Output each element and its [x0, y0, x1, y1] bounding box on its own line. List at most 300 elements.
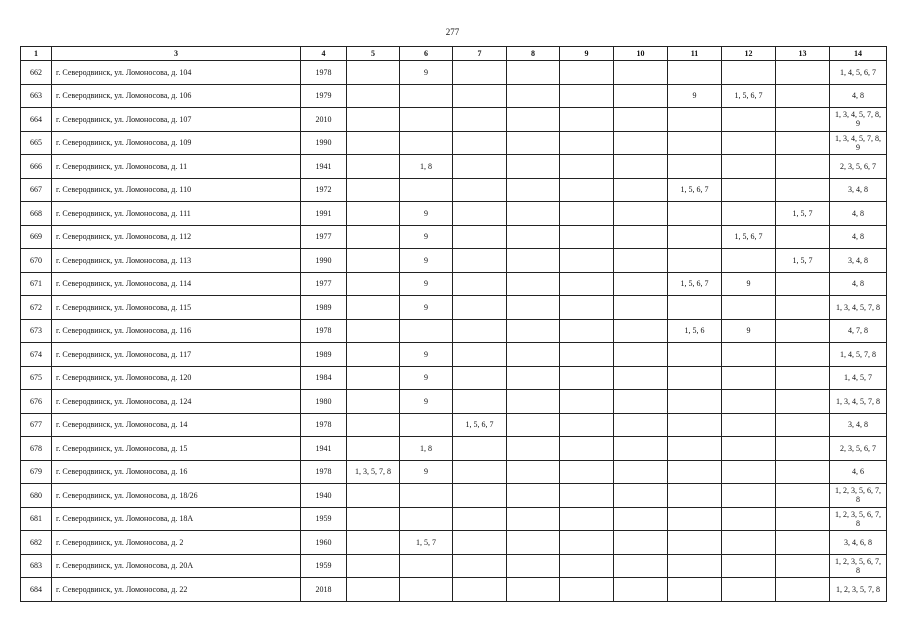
table-cell: 672	[21, 296, 52, 320]
table-cell	[722, 578, 776, 602]
table-cell	[453, 507, 507, 531]
table-cell: 2018	[301, 578, 347, 602]
table-cell	[722, 554, 776, 578]
table-cell: г. Северодвинск, ул. Ломоносова, д. 117	[52, 343, 301, 367]
table-cell: г. Северодвинск, ул. Ломоносова, д. 115	[52, 296, 301, 320]
table-cell	[560, 554, 614, 578]
table-cell	[776, 225, 830, 249]
table-cell	[560, 578, 614, 602]
table-cell: 9	[400, 366, 453, 390]
table-cell	[507, 437, 560, 461]
table-cell: 9	[400, 61, 453, 85]
table-cell: 1, 5, 7	[400, 531, 453, 555]
table-cell	[722, 437, 776, 461]
table-cell	[668, 155, 722, 179]
table-cell: 9	[400, 225, 453, 249]
column-header: 3	[52, 47, 301, 61]
table-cell: 682	[21, 531, 52, 555]
table-cell: 1, 4, 5, 7, 8	[830, 343, 887, 367]
table-cell	[614, 319, 668, 343]
table-cell: 9	[400, 249, 453, 273]
table-cell	[400, 413, 453, 437]
table-cell	[722, 178, 776, 202]
table-cell	[507, 578, 560, 602]
table-cell: 1990	[301, 249, 347, 273]
table-cell: 678	[21, 437, 52, 461]
table-cell	[347, 131, 400, 155]
table-cell: 668	[21, 202, 52, 226]
table-cell	[347, 178, 400, 202]
table-cell	[507, 460, 560, 484]
table-cell: 669	[21, 225, 52, 249]
table-cell: 1, 2, 3, 5, 6, 7, 8	[830, 507, 887, 531]
column-header: 6	[400, 47, 453, 61]
table-cell	[722, 531, 776, 555]
table-cell	[507, 202, 560, 226]
table-cell	[776, 460, 830, 484]
table-cell	[453, 554, 507, 578]
table-cell	[722, 484, 776, 508]
table-cell: 1, 5, 6, 7	[668, 272, 722, 296]
table-cell: 1, 5, 7	[776, 249, 830, 273]
table-cell: г. Северодвинск, ул. Ломоносова, д. 113	[52, 249, 301, 273]
table-cell	[400, 84, 453, 108]
table-cell	[347, 554, 400, 578]
table-cell: 4, 8	[830, 84, 887, 108]
table-cell	[400, 178, 453, 202]
table-cell: г. Северодвинск, ул. Ломоносова, д. 124	[52, 390, 301, 414]
table-cell	[722, 61, 776, 85]
table-cell	[347, 319, 400, 343]
table-row	[21, 366, 887, 390]
table-cell	[614, 272, 668, 296]
table-cell: г. Северодвинск, ул. Ломоносова, д. 109	[52, 131, 301, 155]
table-cell	[560, 319, 614, 343]
column-header: 11	[668, 47, 722, 61]
table-cell	[560, 272, 614, 296]
table-cell	[453, 272, 507, 296]
table-cell: 1, 5, 6, 7	[668, 178, 722, 202]
table-cell	[453, 84, 507, 108]
table-cell: 1941	[301, 155, 347, 179]
table-cell: 1978	[301, 413, 347, 437]
table-cell: г. Северодвинск, ул. Ломоносова, д. 22	[52, 578, 301, 602]
table-cell	[668, 61, 722, 85]
table-cell	[347, 108, 400, 132]
table-cell: 1972	[301, 178, 347, 202]
table-cell	[776, 272, 830, 296]
table-cell: 4, 7, 8	[830, 319, 887, 343]
table-cell: 9	[400, 296, 453, 320]
table-cell	[776, 578, 830, 602]
table-cell	[453, 108, 507, 132]
table-cell: 2, 3, 5, 6, 7	[830, 155, 887, 179]
table-cell	[347, 272, 400, 296]
table-cell	[507, 507, 560, 531]
table-cell: 9	[400, 272, 453, 296]
table-cell: 1, 4, 5, 6, 7	[830, 61, 887, 85]
table-cell	[776, 531, 830, 555]
table-cell	[614, 155, 668, 179]
table-cell	[776, 484, 830, 508]
table-cell	[560, 202, 614, 226]
table-cell	[507, 296, 560, 320]
table-cell: 680	[21, 484, 52, 508]
table-cell	[400, 554, 453, 578]
table-body	[21, 61, 887, 602]
table-cell	[347, 343, 400, 367]
table-cell: 1980	[301, 390, 347, 414]
table-cell: 1, 3, 5, 7, 8	[347, 460, 400, 484]
table-cell	[453, 578, 507, 602]
table-cell: 663	[21, 84, 52, 108]
table-cell: 1, 3, 4, 5, 7, 8	[830, 296, 887, 320]
table-cell	[347, 61, 400, 85]
table-cell	[347, 225, 400, 249]
table-cell: 1941	[301, 437, 347, 461]
table-cell	[400, 507, 453, 531]
table-cell: 675	[21, 366, 52, 390]
table-row	[21, 460, 887, 484]
table-cell	[560, 108, 614, 132]
table-cell	[453, 343, 507, 367]
table-cell: г. Северодвинск, ул. Ломоносова, д. 114	[52, 272, 301, 296]
table-cell	[453, 390, 507, 414]
table-cell	[400, 319, 453, 343]
table-cell: г. Северодвинск, ул. Ломоносова, д. 18А	[52, 507, 301, 531]
table-cell	[400, 484, 453, 508]
table-cell	[614, 531, 668, 555]
column-header: 12	[722, 47, 776, 61]
column-header: 9	[560, 47, 614, 61]
table-cell	[722, 390, 776, 414]
table-cell	[560, 155, 614, 179]
table-cell	[614, 578, 668, 602]
table-cell: 9	[722, 319, 776, 343]
table-cell	[614, 413, 668, 437]
table-cell: 1, 5, 6, 7	[722, 225, 776, 249]
table-cell: 1940	[301, 484, 347, 508]
table-cell: 3, 4, 8	[830, 413, 887, 437]
table-cell	[507, 272, 560, 296]
table-cell	[347, 202, 400, 226]
table-cell	[560, 413, 614, 437]
table-cell	[347, 413, 400, 437]
table-cell	[507, 554, 560, 578]
table-cell	[347, 507, 400, 531]
table-cell: 1978	[301, 61, 347, 85]
table-cell: г. Северодвинск, ул. Ломоносова, д. 16	[52, 460, 301, 484]
table-cell: 1991	[301, 202, 347, 226]
table-cell	[776, 155, 830, 179]
table-cell: 1984	[301, 366, 347, 390]
table-row	[21, 249, 887, 273]
table-cell: 1, 5, 6	[668, 319, 722, 343]
table-cell: 9	[722, 272, 776, 296]
table-row	[21, 507, 887, 531]
table-cell	[776, 507, 830, 531]
table-cell: 1979	[301, 84, 347, 108]
table-cell	[560, 296, 614, 320]
table-cell	[668, 108, 722, 132]
table-cell: 3, 4, 8	[830, 178, 887, 202]
table-cell: 664	[21, 108, 52, 132]
table-cell: 674	[21, 343, 52, 367]
table-cell	[453, 319, 507, 343]
table-cell	[507, 390, 560, 414]
table-cell	[614, 131, 668, 155]
table-cell	[453, 249, 507, 273]
table-cell: 1959	[301, 554, 347, 578]
table-row	[21, 272, 887, 296]
table-cell	[776, 178, 830, 202]
table-cell: 1, 5, 6, 7	[722, 84, 776, 108]
table-cell: г. Северодвинск, ул. Ломоносова, д. 104	[52, 61, 301, 85]
table-cell	[453, 61, 507, 85]
table-cell	[560, 178, 614, 202]
table-cell: г. Северодвинск, ул. Ломоносова, д. 107	[52, 108, 301, 132]
table-cell: 667	[21, 178, 52, 202]
table-cell: 1, 8	[400, 437, 453, 461]
table-cell	[347, 366, 400, 390]
table-cell	[668, 296, 722, 320]
table-cell	[776, 108, 830, 132]
table-cell	[614, 202, 668, 226]
table-cell	[776, 131, 830, 155]
table-cell	[347, 84, 400, 108]
table-cell	[560, 61, 614, 85]
table-cell	[560, 437, 614, 461]
table-cell	[507, 84, 560, 108]
table-cell	[507, 225, 560, 249]
table-cell	[400, 578, 453, 602]
table-cell	[776, 413, 830, 437]
data-table	[20, 46, 887, 602]
column-header: 8	[507, 47, 560, 61]
table-cell	[722, 249, 776, 273]
table-cell	[776, 84, 830, 108]
table-row	[21, 437, 887, 461]
table-cell	[453, 131, 507, 155]
table-cell: 1, 3, 4, 5, 7, 8	[830, 390, 887, 414]
table-cell: 671	[21, 272, 52, 296]
table-cell	[668, 202, 722, 226]
table-cell	[668, 390, 722, 414]
table-cell: 1, 2, 3, 5, 6, 7, 8	[830, 484, 887, 508]
table-cell: 665	[21, 131, 52, 155]
table-cell	[668, 507, 722, 531]
table-cell	[722, 413, 776, 437]
table-cell	[507, 484, 560, 508]
table-cell	[507, 178, 560, 202]
table-cell: 1977	[301, 225, 347, 249]
table-cell	[560, 531, 614, 555]
table-cell: 1, 8	[400, 155, 453, 179]
table-cell	[614, 460, 668, 484]
column-header: 14	[830, 47, 887, 61]
table-cell	[400, 131, 453, 155]
table-cell: 1978	[301, 460, 347, 484]
table-cell	[347, 578, 400, 602]
table-cell: 1, 2, 3, 5, 7, 8	[830, 578, 887, 602]
table-cell: г. Северодвинск, ул. Ломоносова, д. 11	[52, 155, 301, 179]
table-cell	[347, 249, 400, 273]
table-cell: 683	[21, 554, 52, 578]
table-cell: г. Северодвинск, ул. Ломоносова, д. 120	[52, 366, 301, 390]
table-cell	[560, 366, 614, 390]
table-cell	[453, 531, 507, 555]
table-cell: 1, 5, 7	[776, 202, 830, 226]
table-cell	[453, 484, 507, 508]
table-cell	[614, 390, 668, 414]
table-cell	[614, 484, 668, 508]
table-cell	[614, 84, 668, 108]
table-cell	[668, 484, 722, 508]
table-cell	[507, 131, 560, 155]
table-cell	[722, 296, 776, 320]
table-row	[21, 225, 887, 249]
table-cell	[668, 413, 722, 437]
table-cell	[560, 390, 614, 414]
table-cell	[722, 460, 776, 484]
column-header: 13	[776, 47, 830, 61]
table-cell: 9	[400, 460, 453, 484]
table-header-row	[21, 47, 887, 61]
table-cell: 662	[21, 61, 52, 85]
table-row	[21, 319, 887, 343]
table-cell: 681	[21, 507, 52, 531]
page-number: 277	[445, 27, 460, 37]
table-cell: 1, 4, 5, 7	[830, 366, 887, 390]
table-cell: 1960	[301, 531, 347, 555]
table-cell: г. Северодвинск, ул. Ломоносова, д. 20А	[52, 554, 301, 578]
table-cell: 679	[21, 460, 52, 484]
table-row	[21, 531, 887, 555]
table-cell	[453, 178, 507, 202]
table-cell: г. Северодвинск, ул. Ломоносова, д. 111	[52, 202, 301, 226]
table-cell	[614, 343, 668, 367]
table-row	[21, 578, 887, 602]
table-cell	[668, 225, 722, 249]
table-cell	[453, 155, 507, 179]
table-cell	[776, 554, 830, 578]
table-cell: 1977	[301, 272, 347, 296]
table-cell	[722, 155, 776, 179]
table-cell	[614, 366, 668, 390]
table-cell: 9	[400, 202, 453, 226]
table-cell: 4, 6	[830, 460, 887, 484]
table-cell	[668, 437, 722, 461]
table-cell	[668, 249, 722, 273]
table-cell: 676	[21, 390, 52, 414]
table-cell	[722, 507, 776, 531]
table-cell: г. Северодвинск, ул. Ломоносова, д. 2	[52, 531, 301, 555]
table-cell	[668, 531, 722, 555]
table-cell: г. Северодвинск, ул. Ломоносова, д. 15	[52, 437, 301, 461]
table-cell: 1959	[301, 507, 347, 531]
table-cell	[347, 296, 400, 320]
table-row	[21, 155, 887, 179]
table-cell: 3, 4, 8	[830, 249, 887, 273]
table-row	[21, 178, 887, 202]
table-cell	[776, 319, 830, 343]
table-row	[21, 390, 887, 414]
table-row	[21, 84, 887, 108]
table-cell: г. Северодвинск, ул. Ломоносова, д. 106	[52, 84, 301, 108]
table-cell	[507, 249, 560, 273]
table-cell	[668, 343, 722, 367]
table-cell: 684	[21, 578, 52, 602]
table-cell	[722, 131, 776, 155]
table-cell	[507, 531, 560, 555]
table-cell: 1, 3, 4, 5, 7, 8, 9	[830, 131, 887, 155]
table-cell	[776, 343, 830, 367]
table-cell: г. Северодвинск, ул. Ломоносова, д. 18/26	[52, 484, 301, 508]
table-cell	[560, 249, 614, 273]
table-cell	[507, 366, 560, 390]
table-row	[21, 413, 887, 437]
column-header: 4	[301, 47, 347, 61]
table-cell	[560, 460, 614, 484]
table-cell	[776, 390, 830, 414]
table-cell	[722, 108, 776, 132]
table-cell	[560, 507, 614, 531]
table-cell	[347, 155, 400, 179]
table-cell: 4, 8	[830, 202, 887, 226]
table-cell	[614, 249, 668, 273]
table-cell	[453, 225, 507, 249]
table-cell	[507, 319, 560, 343]
table-cell: 666	[21, 155, 52, 179]
table-cell	[507, 413, 560, 437]
table-cell	[560, 484, 614, 508]
table-row	[21, 131, 887, 155]
table-cell	[614, 178, 668, 202]
table-cell	[453, 366, 507, 390]
table-cell	[668, 131, 722, 155]
column-header: 7	[453, 47, 507, 61]
table-row	[21, 554, 887, 578]
table-cell	[614, 61, 668, 85]
table-cell: 9	[400, 343, 453, 367]
table-cell	[614, 507, 668, 531]
table-cell	[507, 108, 560, 132]
table-cell: 9	[668, 84, 722, 108]
table-cell: 1, 5, 6, 7	[453, 413, 507, 437]
table-cell	[347, 484, 400, 508]
table-cell	[614, 296, 668, 320]
table-row	[21, 202, 887, 226]
table-cell	[453, 202, 507, 226]
column-header: 5	[347, 47, 400, 61]
table-cell	[668, 578, 722, 602]
table-cell	[560, 225, 614, 249]
table-cell	[614, 554, 668, 578]
table-row	[21, 296, 887, 320]
table-cell: г. Северодвинск, ул. Ломоносова, д. 116	[52, 319, 301, 343]
table-cell	[776, 437, 830, 461]
table-cell	[722, 202, 776, 226]
table-cell: 4, 8	[830, 272, 887, 296]
table-cell: г. Северодвинск, ул. Ломоносова, д. 110	[52, 178, 301, 202]
table-cell	[722, 366, 776, 390]
table-row	[21, 484, 887, 508]
table-row	[21, 61, 887, 85]
table-cell	[614, 437, 668, 461]
table-cell	[507, 61, 560, 85]
table-cell	[347, 390, 400, 414]
table-cell	[776, 296, 830, 320]
